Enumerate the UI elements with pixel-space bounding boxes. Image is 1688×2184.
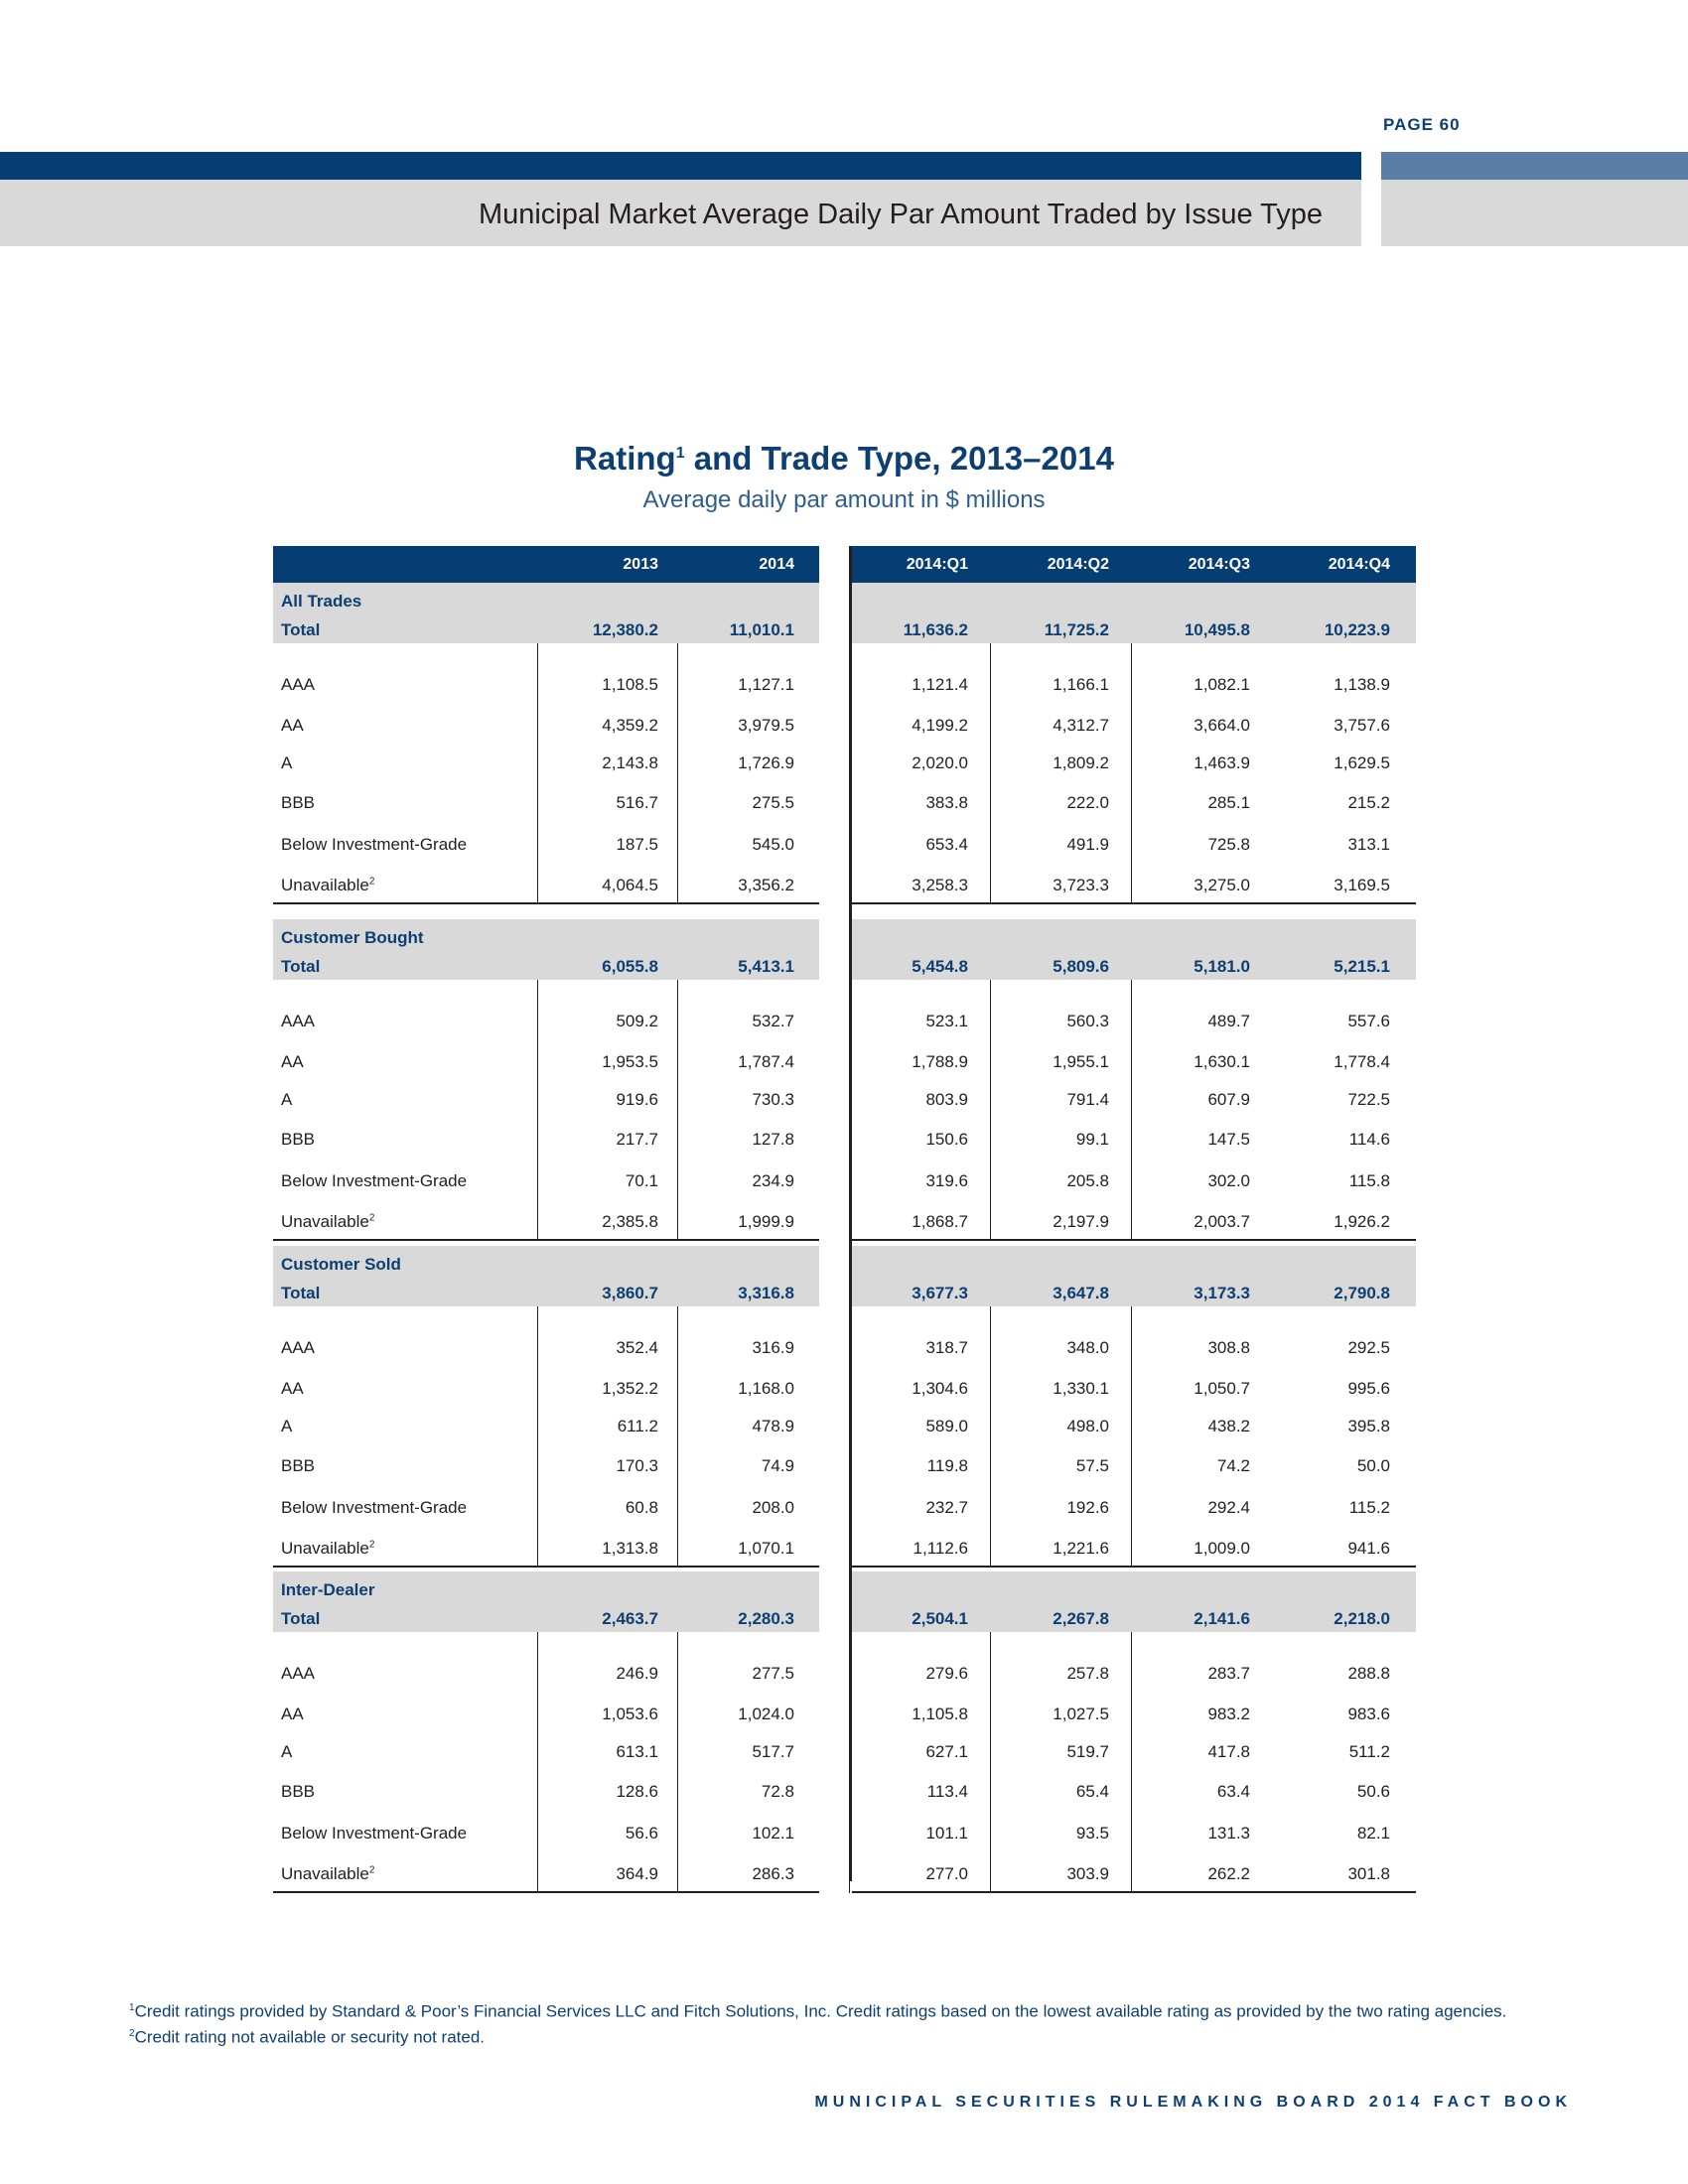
table-cell: 257.8	[1066, 1664, 1109, 1683]
table-cell: 217.7	[616, 1130, 658, 1149]
table-title	[0, 440, 1688, 478]
row-label-text: A	[281, 1090, 293, 1109]
table-cell: 318.7	[925, 1338, 968, 1357]
row-label	[281, 1498, 467, 1518]
table-cell: 285.1	[1207, 793, 1250, 812]
row-label	[281, 1782, 315, 1802]
table-cell: 115.2	[1348, 1498, 1390, 1517]
row-label	[281, 753, 292, 773]
cell-divider	[537, 1632, 538, 1893]
table-cell: 102.1	[752, 1824, 794, 1843]
table-cell: 1,105.8	[912, 1705, 968, 1723]
row-label-text: BBB	[281, 1456, 316, 1475]
table-cell: 119.8	[926, 1456, 968, 1475]
table-cell: 205.8	[1066, 1171, 1109, 1190]
table-cell: 275.5	[752, 793, 794, 812]
table-cell: 983.2	[1207, 1705, 1250, 1723]
table-cell: 1,070.1	[738, 1539, 794, 1558]
row-label-text: BBB	[281, 1782, 316, 1801]
table-cell: 1,926.2	[1334, 1212, 1390, 1231]
table-cell: 232.7	[925, 1498, 968, 1517]
total-cell: 6,055.8	[602, 957, 658, 976]
row-label-text: Below Investment-Grade	[281, 1171, 468, 1190]
table-cell: 70.1	[625, 1171, 658, 1190]
table-title-main: Rating	[574, 440, 676, 477]
section-title-bar-accent	[1381, 180, 1688, 246]
cell-divider	[537, 980, 538, 1241]
section-rule	[273, 1566, 819, 1568]
row-label	[281, 876, 374, 895]
table-cell: 941.6	[1347, 1539, 1390, 1558]
footnote-ref: 2	[368, 1212, 375, 1224]
table-cell: 222.0	[1066, 793, 1109, 812]
row-label	[281, 1417, 292, 1436]
total-cell: 2,504.1	[912, 1609, 968, 1628]
table-cell: 50.6	[1356, 1782, 1390, 1801]
total-cell: 2,218.0	[1334, 1609, 1390, 1628]
table-cell: 128.6	[616, 1782, 658, 1801]
footnotes	[129, 1997, 1506, 2048]
row-label-text: AAA	[281, 1664, 316, 1683]
section-rule	[852, 1239, 1416, 1241]
table-cell: 511.2	[1348, 1742, 1390, 1761]
row-label-text: AA	[281, 1379, 304, 1398]
table-cell: 1,121.4	[912, 675, 968, 694]
table-cell: 1,009.0	[1194, 1539, 1250, 1558]
total-cell: 5,454.8	[912, 957, 968, 976]
row-label	[281, 793, 315, 813]
table-cell: 417.8	[1207, 1742, 1250, 1761]
row-label	[281, 716, 304, 736]
total-cell: 3,677.3	[912, 1284, 968, 1302]
table-cell: 292.5	[1347, 1338, 1390, 1357]
table-cell: 127.8	[752, 1130, 794, 1149]
row-label	[281, 1130, 315, 1150]
table-cell: 74.2	[1216, 1456, 1250, 1475]
table-cell: 352.4	[616, 1338, 658, 1357]
row-label	[281, 1212, 374, 1232]
section-name: Customer Bought	[281, 928, 424, 947]
section-rule	[852, 1566, 1416, 1568]
total-cell: 3,647.8	[1053, 1284, 1109, 1302]
table-cell: 517.7	[752, 1742, 794, 1761]
row-label	[281, 1824, 467, 1843]
column-header: 2014:Q4	[1328, 556, 1390, 573]
total-cell: 5,809.6	[1053, 957, 1109, 976]
footnote-1	[129, 1997, 1506, 2023]
table-cell: 1,112.6	[913, 1539, 968, 1558]
table-cell: 1,127.1	[738, 675, 794, 694]
table-cell: 65.4	[1075, 1782, 1109, 1801]
table-cell: 613.1	[616, 1742, 658, 1761]
total-label: Total	[281, 1284, 321, 1302]
total-cell: 2,280.3	[738, 1609, 794, 1628]
column-divider	[849, 546, 852, 1881]
table-cell: 3,356.2	[738, 876, 794, 894]
table-cell: 1,352.2	[602, 1379, 658, 1398]
row-label-text: A	[281, 753, 293, 772]
column-header: 2014:Q2	[1047, 556, 1109, 573]
footnote-1-text: Credit ratings provided by Standard & Poor’s Financial Services LLC and Fitch Solutions, Inc. Credit ratings based on the lowest available rating as provided by the two rating agencies.	[134, 2001, 1507, 2021]
table-cell: 545.0	[752, 835, 794, 854]
table-cell: 1,138.9	[1334, 675, 1390, 694]
row-label	[281, 1705, 304, 1724]
section-title: Municipal Market Average Daily Par Amount Traded by Issue Type	[478, 199, 1323, 230]
table-cell: 279.6	[925, 1664, 968, 1683]
table-cell: 63.4	[1216, 1782, 1250, 1801]
row-label-text: AAA	[281, 1338, 316, 1357]
footnote-2-text: Credit rating not available or security not rated.	[134, 2027, 486, 2047]
table-cell: 283.7	[1207, 1664, 1250, 1683]
total-cell: 11,010.1	[729, 620, 794, 639]
row-label-text: AAA	[281, 675, 316, 694]
table-cell: 4,199.2	[912, 716, 968, 735]
table-cell: 1,313.8	[602, 1539, 658, 1558]
row-label-text: Unavailable	[281, 1212, 369, 1231]
row-label	[281, 1012, 315, 1031]
table-cell: 262.2	[1207, 1864, 1250, 1883]
table-cell: 308.8	[1207, 1338, 1250, 1357]
row-label-text: A	[281, 1417, 293, 1435]
cell-divider	[537, 1306, 538, 1568]
footnote-2-marker: 2	[129, 2027, 135, 2039]
row-label-text: AA	[281, 1705, 304, 1723]
table-cell: 277.5	[752, 1664, 794, 1683]
table-cell: 557.6	[1347, 1012, 1390, 1030]
total-cell: 5,215.1	[1334, 957, 1390, 976]
table-cell: 2,143.8	[602, 753, 658, 772]
table-cell: 4,064.5	[602, 876, 658, 894]
total-cell: 12,380.2	[592, 620, 658, 639]
table-cell: 72.8	[761, 1782, 794, 1801]
row-label	[281, 1090, 292, 1110]
total-cell: 2,141.6	[1194, 1609, 1250, 1628]
table-cell: 364.9	[616, 1864, 658, 1883]
table-cell: 1,168.0	[738, 1379, 794, 1398]
table-cell: 532.7	[752, 1012, 794, 1030]
footnote-1-marker: 1	[129, 2002, 135, 2013]
table-cell: 722.5	[1347, 1090, 1390, 1109]
table-cell: 589.0	[925, 1417, 968, 1435]
table-cell: 1,955.1	[1053, 1052, 1109, 1071]
section-rule	[273, 1891, 819, 1893]
row-label-text: Unavailable	[281, 876, 369, 894]
row-label	[281, 835, 467, 855]
table-cell: 383.8	[925, 793, 968, 812]
header-band	[0, 152, 1361, 180]
table-cell: 60.8	[625, 1498, 658, 1517]
table-cell: 995.6	[1347, 1379, 1390, 1398]
page-number: PAGE 60	[1383, 115, 1461, 134]
table-cell: 246.9	[616, 1664, 658, 1683]
total-cell: 2,463.7	[602, 1609, 658, 1628]
table-cell: 1,053.6	[602, 1705, 658, 1723]
total-cell: 3,316.8	[738, 1284, 794, 1302]
total-cell: 11,725.2	[1044, 620, 1109, 639]
table-cell: 348.0	[1066, 1338, 1109, 1357]
table-cell: 303.9	[1066, 1864, 1109, 1883]
table-cell: 3,723.3	[1053, 876, 1109, 894]
table-cell: 1,809.2	[1053, 753, 1109, 772]
total-cell: 10,495.8	[1184, 620, 1250, 639]
table-cell: 1,463.9	[1194, 753, 1250, 772]
row-label	[281, 675, 315, 695]
table-cell: 192.6	[1066, 1498, 1109, 1517]
table-cell: 983.6	[1347, 1705, 1390, 1723]
table-cell: 2,197.9	[1053, 1212, 1109, 1231]
page-footer: MUNICIPAL SECURITIES RULEMAKING BOARD 2014 FACT BOOK	[814, 2094, 1572, 2111]
total-cell: 3,173.3	[1194, 1284, 1250, 1302]
data-table	[273, 546, 1416, 1883]
row-label-text: AAA	[281, 1012, 316, 1030]
table-cell: 3,979.5	[738, 716, 794, 735]
row-label-text: Unavailable	[281, 1539, 369, 1558]
table-cell: 50.0	[1356, 1456, 1390, 1475]
section-rule	[273, 902, 819, 904]
table-cell: 3,169.5	[1334, 876, 1390, 894]
total-cell: 2,790.8	[1334, 1284, 1390, 1302]
table-cell: 74.9	[761, 1456, 794, 1475]
column-header: 2014	[759, 556, 794, 573]
table-cell: 509.2	[616, 1012, 658, 1030]
table-cell: 187.5	[616, 835, 658, 854]
table-cell: 313.1	[1347, 835, 1390, 854]
table-cell: 56.6	[625, 1824, 658, 1843]
total-cell: 11,636.2	[903, 620, 968, 639]
section-name: Customer Sold	[281, 1255, 401, 1274]
table-cell: 292.4	[1207, 1498, 1250, 1517]
table-cell: 101.1	[925, 1824, 968, 1843]
row-label-text: Below Investment-Grade	[281, 1824, 468, 1843]
table-cell: 519.7	[1066, 1742, 1109, 1761]
table-cell: 1,050.7	[1194, 1379, 1250, 1398]
table-cell: 725.8	[1207, 835, 1250, 854]
table-cell: 316.9	[752, 1338, 794, 1357]
table-title-rest: and Trade Type, 2013–2014	[684, 440, 1114, 477]
total-cell: 3,860.7	[602, 1284, 658, 1302]
column-header: 2013	[623, 556, 658, 573]
row-label-text: Below Investment-Grade	[281, 1498, 468, 1517]
table-header-row	[273, 546, 1416, 583]
table-cell: 114.6	[1348, 1130, 1390, 1149]
table-cell: 3,757.6	[1334, 716, 1390, 735]
row-label	[281, 1338, 315, 1358]
table-cell: 1,221.6	[1053, 1539, 1109, 1558]
table-cell: 730.3	[752, 1090, 794, 1109]
footnote-ref: 2	[368, 876, 375, 887]
table-cell: 1,953.5	[602, 1052, 658, 1071]
row-label	[281, 1171, 467, 1191]
total-cell: 5,413.1	[738, 957, 794, 976]
table-cell: 1,027.5	[1053, 1705, 1109, 1723]
row-label	[281, 1456, 315, 1476]
table-cell: 478.9	[752, 1417, 794, 1435]
table-cell: 215.2	[1347, 793, 1390, 812]
row-label	[281, 1539, 374, 1559]
table-cell: 4,312.7	[1053, 716, 1109, 735]
table-cell: 491.9	[1066, 835, 1109, 854]
table-cell: 523.1	[925, 1012, 968, 1030]
total-cell: 2,267.8	[1053, 1609, 1109, 1628]
table-cell: 57.5	[1075, 1456, 1109, 1475]
table-cell: 3,258.3	[912, 876, 968, 894]
table-cell: 1,868.7	[912, 1212, 968, 1231]
table-cell: 4,359.2	[602, 716, 658, 735]
footnote-ref: 2	[368, 1864, 375, 1876]
table-cell: 919.6	[616, 1090, 658, 1109]
row-label-text: A	[281, 1742, 293, 1761]
section-rule	[273, 1239, 819, 1241]
table-cell: 131.3	[1207, 1824, 1250, 1843]
total-cell: 10,223.9	[1324, 620, 1390, 639]
table-cell: 277.0	[925, 1864, 968, 1883]
table-cell: 82.1	[1356, 1824, 1390, 1843]
table-cell: 653.4	[925, 835, 968, 854]
row-label-text: AA	[281, 716, 304, 735]
table-cell: 560.3	[1066, 1012, 1109, 1030]
cell-divider	[537, 643, 538, 904]
table-cell: 1,304.6	[912, 1379, 968, 1398]
table-cell: 150.6	[925, 1130, 968, 1149]
table-cell: 302.0	[1207, 1171, 1250, 1190]
table-cell: 438.2	[1207, 1417, 1250, 1435]
table-cell: 611.2	[617, 1417, 658, 1435]
table-title-footnote-ref: 1	[675, 445, 685, 462]
table-cell: 1,788.9	[912, 1052, 968, 1071]
table-cell: 1,778.4	[1334, 1052, 1390, 1071]
section-name: Inter-Dealer	[281, 1580, 375, 1599]
table-cell: 301.8	[1347, 1864, 1390, 1883]
table-cell: 516.7	[616, 793, 658, 812]
row-label-text: BBB	[281, 1130, 316, 1149]
section-rule	[852, 902, 1416, 904]
table-cell: 1,082.1	[1194, 675, 1250, 694]
table-cell: 170.3	[616, 1456, 658, 1475]
table-cell: 395.8	[1347, 1417, 1390, 1435]
table-cell: 286.3	[752, 1864, 794, 1883]
table-cell: 99.1	[1075, 1130, 1109, 1149]
column-header: 2014:Q1	[906, 556, 968, 573]
table-cell: 2,385.8	[602, 1212, 658, 1231]
table-cell: 234.9	[752, 1171, 794, 1190]
header-band-accent	[1381, 152, 1688, 180]
row-label	[281, 1864, 374, 1884]
table-cell: 3,664.0	[1194, 716, 1250, 735]
table-cell: 498.0	[1066, 1417, 1109, 1435]
total-label: Total	[281, 620, 321, 639]
table-cell: 1,787.4	[738, 1052, 794, 1071]
row-label	[281, 1664, 315, 1684]
table-cell: 115.8	[1348, 1171, 1390, 1190]
footnote-2	[129, 2023, 1506, 2049]
table-cell: 93.5	[1075, 1824, 1109, 1843]
table-cell: 1,108.5	[602, 675, 658, 694]
table-subtitle: Average daily par amount in $ millions	[642, 486, 1046, 513]
table-cell: 1,629.5	[1334, 753, 1390, 772]
table-cell: 1,330.1	[1053, 1379, 1109, 1398]
row-label	[281, 1052, 304, 1072]
row-label	[281, 1379, 304, 1399]
table-cell: 2,020.0	[912, 753, 968, 772]
row-label-text: BBB	[281, 793, 316, 812]
row-label-text: Unavailable	[281, 1864, 369, 1883]
table-cell: 208.0	[752, 1498, 794, 1517]
table-cell: 1,726.9	[738, 753, 794, 772]
table-cell: 288.8	[1347, 1664, 1390, 1683]
table-cell: 3,275.0	[1194, 876, 1250, 894]
total-label: Total	[281, 1609, 321, 1628]
table-cell: 1,630.1	[1194, 1052, 1250, 1071]
table-cell: 147.5	[1207, 1130, 1250, 1149]
table-cell: 489.7	[1207, 1012, 1250, 1030]
table-cell: 113.4	[926, 1782, 968, 1801]
table-cell: 803.9	[925, 1090, 968, 1109]
table-cell: 627.1	[925, 1742, 968, 1761]
table-cell: 319.6	[925, 1171, 968, 1190]
total-label: Total	[281, 957, 321, 976]
row-label-text: Below Investment-Grade	[281, 835, 468, 854]
section-name: All Trades	[281, 592, 362, 611]
table-cell: 1,166.1	[1053, 675, 1109, 694]
footnote-ref: 2	[368, 1539, 375, 1551]
table-cell: 1,999.9	[738, 1212, 794, 1231]
row-label-text: AA	[281, 1052, 304, 1071]
table-cell: 2,003.7	[1194, 1212, 1250, 1231]
column-header: 2014:Q3	[1188, 556, 1250, 573]
table-cell: 1,024.0	[738, 1705, 794, 1723]
section-rule	[852, 1891, 1416, 1893]
table-cell: 607.9	[1207, 1090, 1250, 1109]
total-cell: 5,181.0	[1194, 957, 1250, 976]
table-cell: 791.4	[1066, 1090, 1109, 1109]
row-label	[281, 1742, 292, 1762]
